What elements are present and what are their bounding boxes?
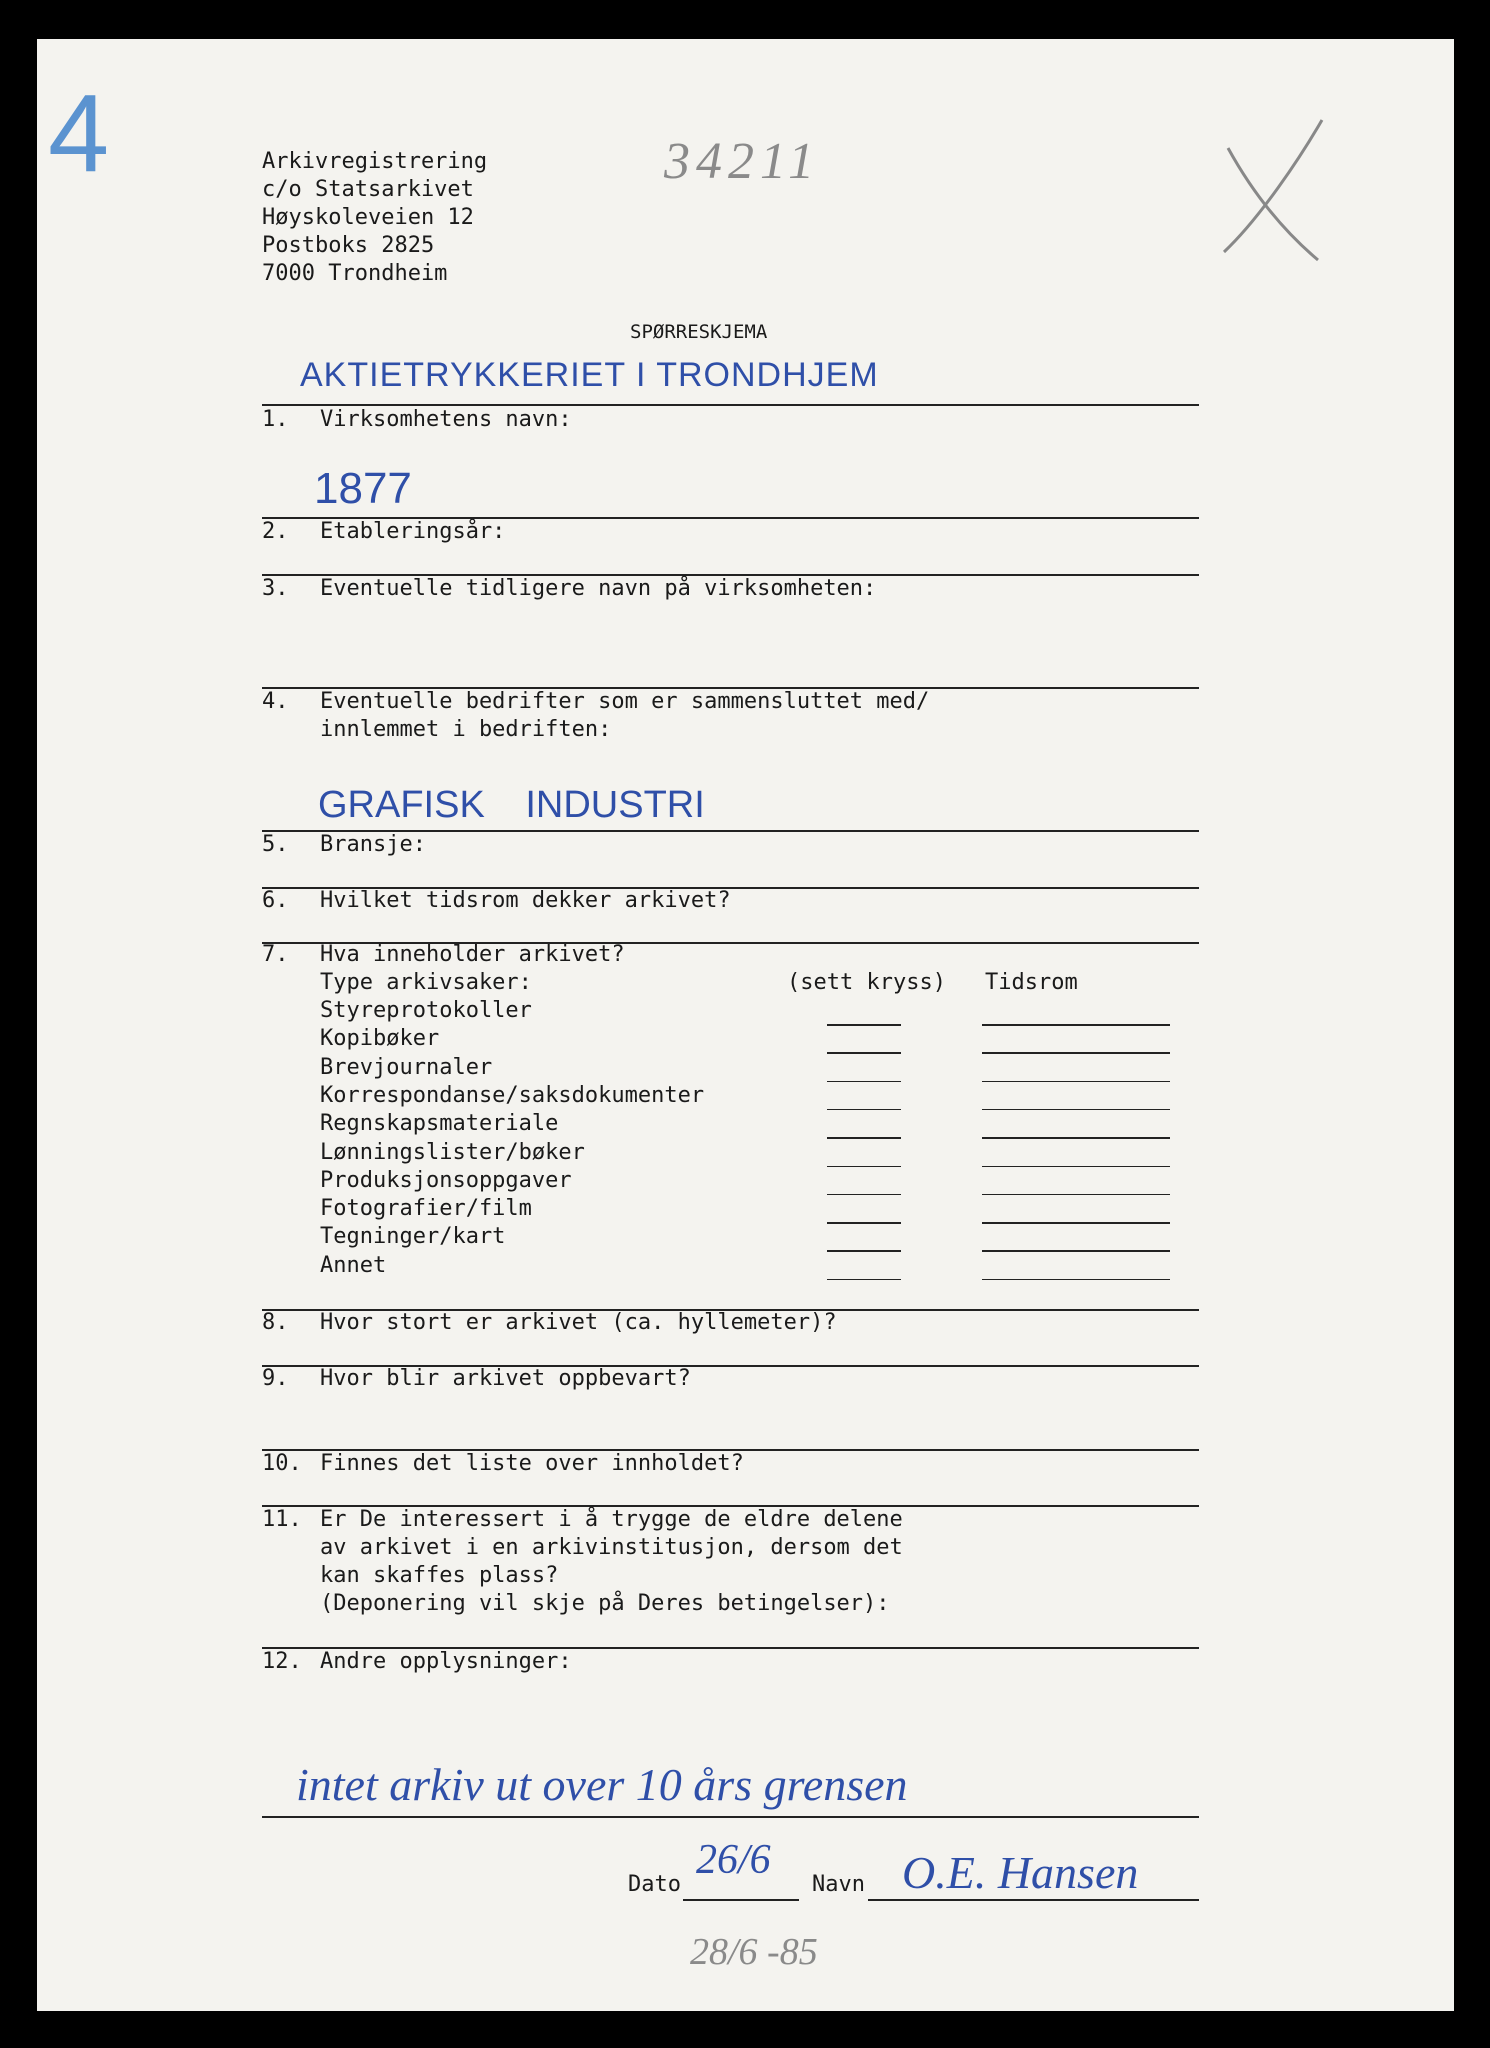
question-10-number: 10.: [262, 1451, 302, 1476]
question-1-number: 1.: [262, 407, 289, 432]
archive-number: 34211: [664, 133, 821, 190]
corner-number: 4: [48, 72, 110, 195]
address-line: Postboks 2825: [262, 233, 435, 258]
question-4-number: 4.: [262, 689, 289, 714]
question-3-label: Eventuelle tidligere navn på virksomheten:: [320, 576, 877, 601]
archive-type-label: Korrespondanse/saksdokumenter: [320, 1082, 705, 1108]
period-field[interactable]: [982, 1250, 1170, 1252]
archive-type-label: Kopibøker: [320, 1026, 440, 1052]
question-6-number: 6.: [262, 888, 289, 913]
form-title: SPØRRESKJEMA: [630, 321, 768, 343]
check-field[interactable]: [827, 1137, 901, 1139]
period-field[interactable]: [982, 1194, 1170, 1196]
check-field[interactable]: [827, 1166, 901, 1168]
archive-type-label: Fotografier/film: [320, 1196, 532, 1222]
period-field[interactable]: [982, 1166, 1170, 1168]
check-field[interactable]: [827, 1250, 901, 1252]
question-5-number: 5.: [262, 832, 289, 857]
archive-type-label: Styreprotokoller: [320, 998, 532, 1023]
archive-type-label: Regnskapsmateriale: [320, 1111, 559, 1137]
answer-other-info[interactable]: intet arkiv ut over 10 års grensen: [296, 1759, 908, 1810]
address-line: 7000 Trondheim: [262, 261, 448, 286]
archive-type-label: Lønningslister/bøker: [320, 1139, 585, 1165]
check-field[interactable]: [827, 1194, 901, 1196]
archive-type-label: Brevjournaler: [320, 1054, 493, 1080]
date-field[interactable]: 26/6: [696, 1837, 771, 1883]
answer-industry[interactable]: GRAFISK INDUSTRI: [318, 784, 705, 826]
question-7-number: 7.: [262, 942, 289, 967]
question-8-number: 8.: [262, 1310, 289, 1335]
check-header: (sett kryss): [787, 970, 946, 995]
address-line: Høyskoleveien 12: [262, 205, 474, 230]
question-1-label: Virksomhetens navn:: [320, 407, 572, 432]
question-11-number: 11.: [262, 1507, 302, 1532]
date-label: Dato: [628, 1872, 681, 1897]
question-9-number: 9.: [262, 1366, 289, 1391]
address-line: c/o Statsarkivet: [262, 177, 474, 202]
question-5-label: Bransje:: [320, 832, 426, 857]
period-field[interactable]: [982, 1081, 1170, 1083]
check-field[interactable]: [827, 1081, 901, 1083]
question-2-label: Etableringsår:: [320, 519, 506, 544]
answer-line-13: [262, 1816, 1199, 1818]
question-4-label: Eventuelle bedrifter som er sammensluttet med/ innlemmet i bedriften:: [320, 689, 930, 742]
question-10-label: Finnes det liste over innholdet?: [320, 1451, 744, 1476]
question-12-number: 12.: [262, 1649, 302, 1674]
check-field[interactable]: [827, 1109, 901, 1111]
period-header: Tidsrom: [985, 970, 1078, 995]
check-field[interactable]: [827, 1024, 901, 1026]
question-8-label: Hvor stort er arkivet (ca. hyllemeter)?: [320, 1310, 837, 1335]
archive-type-label: Annet: [320, 1252, 387, 1278]
question-3-number: 3.: [262, 576, 289, 601]
period-field[interactable]: [982, 1222, 1170, 1224]
question-9-label: Hvor blir arkivet oppbevart?: [320, 1366, 691, 1391]
check-field[interactable]: [827, 1052, 901, 1054]
address-line: Arkivregistrering: [262, 149, 488, 174]
question-6-label: Hvilket tidsrom dekker arkivet?: [320, 888, 731, 913]
period-field[interactable]: [982, 1052, 1170, 1054]
question-11-label: Er De interessert i å trygge de eldre delene av arkivet i en arkivinstitusjon, dersom det kan skaffes plass? (Deponering vil skje på Deres betingelser):: [320, 1507, 903, 1616]
date-line: [683, 1899, 799, 1901]
answer-established-year[interactable]: 1877: [314, 464, 412, 513]
archive-type-label: Produksjonsoppgaver: [320, 1167, 572, 1193]
archive-type-header: Type arkivsaker:: [320, 970, 532, 995]
period-field[interactable]: [982, 1279, 1170, 1281]
name-line: [868, 1899, 1199, 1901]
received-date: 28/6 -85: [690, 1931, 818, 1973]
cross-mark-icon: [1220, 118, 1330, 268]
period-field[interactable]: [982, 1024, 1170, 1026]
check-field[interactable]: [827, 1222, 901, 1224]
question-12-label: Andre opplysninger:: [320, 1649, 572, 1674]
period-field[interactable]: [982, 1137, 1170, 1139]
answer-company-name[interactable]: AKTIETRYKKERIET I TRONDHJEM: [300, 356, 879, 394]
name-label: Navn: [812, 1872, 865, 1897]
signature[interactable]: O.E. Hansen: [902, 1847, 1139, 1898]
archive-type-label: Tegninger/kart: [320, 1224, 506, 1250]
question-2-number: 2.: [262, 519, 289, 544]
check-field[interactable]: [827, 1279, 901, 1281]
period-field[interactable]: [982, 1109, 1170, 1111]
question-7-label: Hva inneholder arkivet?: [320, 942, 625, 967]
